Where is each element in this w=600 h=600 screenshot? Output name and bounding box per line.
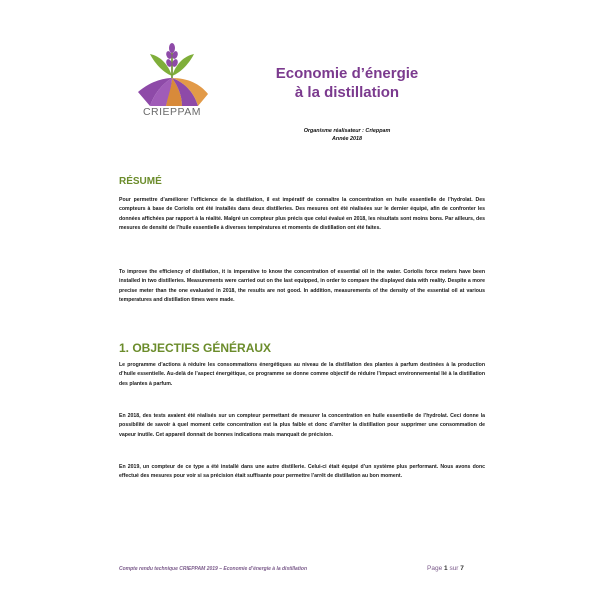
footer-document-title: Compte rendu technique CRIEPPAM 2019 – Economie d’énergie à la distillation xyxy=(119,566,308,572)
page-total: 7 xyxy=(460,565,464,572)
crieppam-logo-icon xyxy=(132,40,212,110)
page-indicator xyxy=(427,565,464,572)
page-title xyxy=(262,64,432,102)
title-line-2: à la distillation xyxy=(294,84,400,101)
objectifs-paragraph-1: Le programme d’actions à réduire les consommations énergétiques au niveau de la distillation des plantes à parfum destinées à la production d’huile essentielle. Au-delà de l’aspect énergétique, ce programme se donne comme objectif de réduire l’impact environnemental lié à la distillation des plantes à parfum. xyxy=(119,362,485,387)
document-meta xyxy=(262,127,432,143)
organisme-line: Organisme réalisateur : Crieppam xyxy=(303,128,391,134)
objectifs-paragraph-2: En 2018, des tests avaient été réalisés sur un compteur permettant de mesurer la concentration en huile essentielle de l’hydrolat. Ceci donne la possibilité de savoir à quel moment cette concentration est la plus faible et donc d’arrêter la distillation pour supprimer une consommation de vapeur inutile. Cet appareil donnait de bonnes indications mais manquait de précision. xyxy=(119,413,485,438)
objectifs-paragraph-3: En 2019, un compteur de ce type a été installé dans une autre distillerie. Celui-ci était équipé d’un système plus performant. Nous avons donc effectué des mesures pour voir si sa précision était suffisante pour permettre l’arrêt de distillation au bon moment. xyxy=(119,464,485,480)
resume-french-paragraph: Pour permettre d’améliorer l’efficience de la distillation, il est impératif de connaître la concentration en huile essentielle de l’hydrolat. Des compteurs à base de Coriolis ont été installés dans deux distilleries. Des mesures ont été réalisées sur le dernier équipé, afin de confronter les données affichées par rapport à la réalité. Malgré un compteur plus précis que celui évalué en 2018, les résultats sont moins bons. Par ailleurs, des mesures de densité de l’huile essentielle à diverses températures et moments de distillation ont été faites. xyxy=(119,197,485,232)
objectifs-heading: 1. OBJECTIFS GÉNÉRAUX xyxy=(119,341,272,355)
page-sur: sur xyxy=(449,565,459,572)
annee-line: Année 2018 xyxy=(332,136,362,142)
logo-wordmark: CRIEPPAM xyxy=(142,106,202,118)
resume-english-paragraph: To improve the efficiency of distillation, it is imperative to know the concentration of essential oil in the water. Coriolis force meters have been installed in two distilleries. Measurements were carried out on the last equipped, in order to compare the displayed data with reality. Despite a more precise meter than the one evaluated in 2018, the results are not good. In addition, measurements of the density of the essential oil at various temperatures and distillation times were made. xyxy=(119,269,485,304)
page-number: 1 xyxy=(444,565,448,572)
resume-heading: RÉSUMÉ xyxy=(119,176,162,187)
page-word: Page xyxy=(427,565,443,572)
title-line-1: Economie d’énergie xyxy=(275,65,419,82)
